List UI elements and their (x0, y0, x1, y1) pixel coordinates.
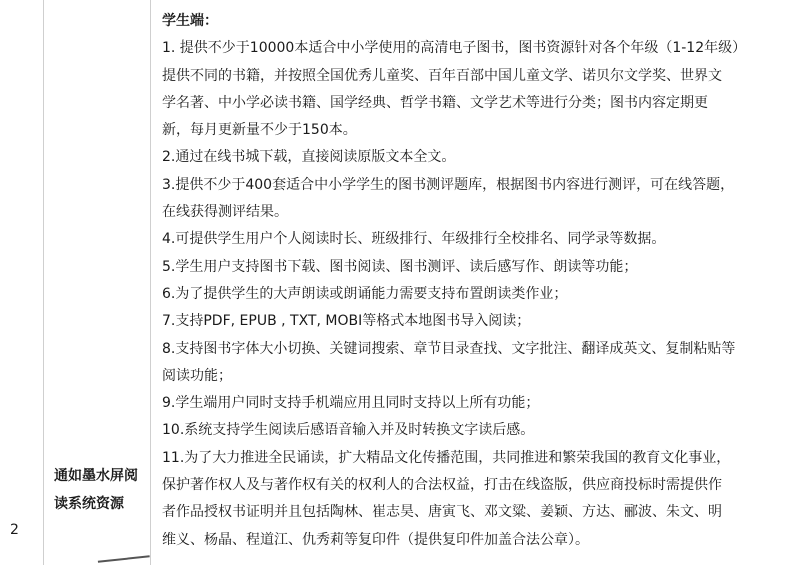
requirements-content (162, 8, 802, 554)
requirement-line: 5.学生用户支持图书下载、图书阅读、图书测评、读后感写作、朗读等功能； (162, 258, 638, 275)
requirement-line: 3.提供不少于400套适合中小学学生的图书测评题库，根据图书内容进行测评，可在线答题， (162, 176, 735, 193)
requirement-line: 4.可提供学生用户个人阅读时长、班级排行、年级排行全校排名、同学录等数据。 (162, 231, 666, 248)
product-name: 通如墨水屏阅读系统资源 (54, 468, 138, 512)
requirement-line: 者作品授权书证明并且包括陶林、崔志昊、唐寅飞、邓文粱、姜颖、方达、郦波、朱文、明 (162, 504, 722, 521)
requirement-line: 提供不同的书籍，并按照全国优秀儿童奖、百年百部中国儿童文学、诺贝尔文学奖、世界文 (162, 67, 722, 84)
section-heading: 学生端： (162, 13, 218, 29)
requirement-line: 2.通过在线书城下载，直接阅读原版文本全文。 (162, 149, 456, 166)
requirement-line: 1. 提供不少于10000本适合中小学使用的高清电子图书，图书资源针对各个年级（1-12年级） (162, 40, 747, 57)
requirement-line: 维义、杨晶、程道江、仇秀莉等复印件（提供复印件加盖合法公章）。 (162, 531, 589, 548)
requirement-line: 阅读功能； (162, 367, 232, 384)
requirement-line: 学名著、中小学必读书籍、国学经典、哲学书籍、文学艺术等进行分类；图书内容定期更 (162, 94, 708, 111)
requirement-line: 7.支持PDF, EPUB , TXT, MOBI等格式本地图书导入阅读； (162, 313, 531, 330)
requirement-line: 10.系统支持学生阅读后感语音输入并及时转换文字读后感。 (162, 422, 535, 439)
requirement-line: 保护著作权人及与著作权有关的权利人的合法权益，打击在线盗版，供应商投标时需提供作 (162, 477, 722, 494)
row-number-cell (0, 0, 43, 565)
column-divider (150, 0, 151, 565)
requirement-line: 11.为了大力推进全民诵读，扩大精品文化传播范围，共同推进和繁荣我国的教育文化事业， (162, 449, 731, 466)
row-number: 2 (10, 522, 19, 538)
requirement-line: 在线获得测评结果。 (162, 204, 288, 221)
requirement-line: 8.支持图书字体大小切换、关键词搜索、章节目录查找、文字批注、翻译成英文、复制粘贴等 (162, 340, 736, 357)
product-name-cell (44, 0, 150, 565)
requirement-line: 6.为了提供学生的大声朗读或朗诵能力需要支持布置朗读类作业； (162, 285, 568, 302)
requirement-line: 9.学生端用户同时支持手机端应用且同时支持以上所有功能； (162, 395, 540, 412)
requirement-line: 新，每月更新量不少于150本。 (162, 122, 357, 139)
